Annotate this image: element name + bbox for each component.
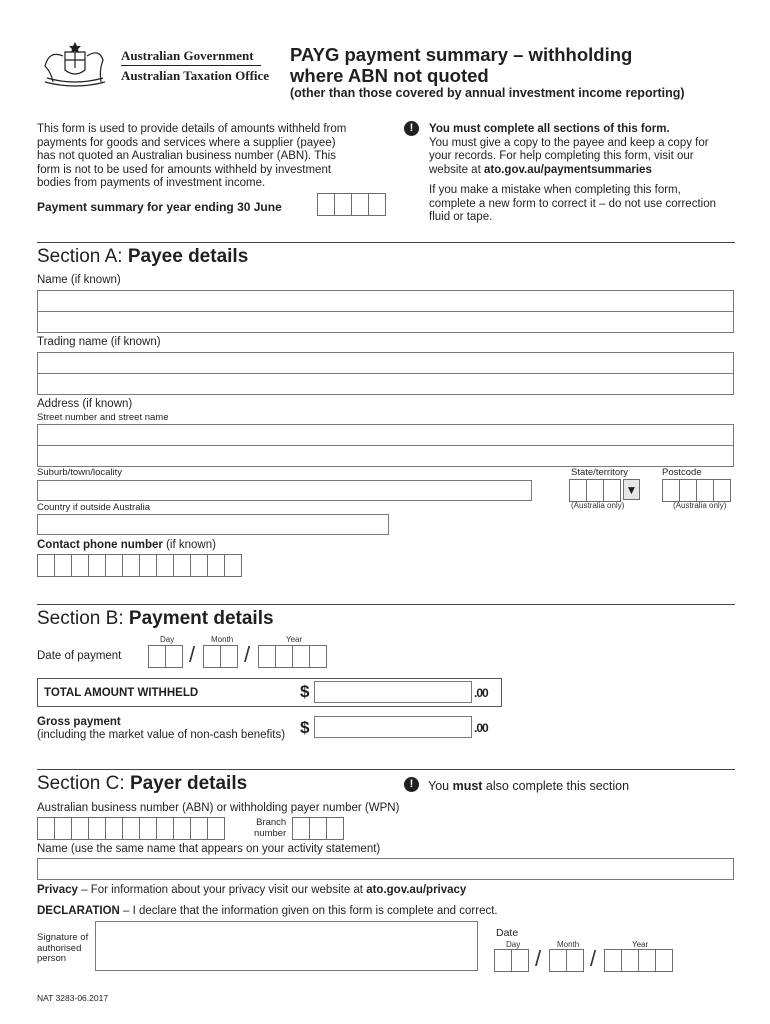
digit-cell[interactable] [148, 645, 166, 668]
decl-day-input[interactable] [494, 949, 528, 972]
digit-cell[interactable] [224, 554, 242, 577]
digit-cell[interactable] [309, 817, 327, 840]
digit-cell[interactable] [368, 193, 386, 216]
form-title-line2: where ABN not quoted [290, 65, 489, 86]
trading-hint: (if known) [107, 336, 161, 348]
signature-label [37, 933, 88, 965]
digit-cell[interactable] [334, 193, 352, 216]
signature-label-2: authorised [37, 942, 82, 954]
section-c-notice [428, 779, 629, 793]
payer-name-label: Name (use the same name that appears on your activity statement) [37, 843, 381, 855]
phone-label-text: Contact phone number [37, 539, 163, 551]
postcode-label: Postcode [662, 467, 702, 478]
branch-number-input[interactable] [292, 817, 343, 840]
section-b-heading [37, 608, 274, 630]
section-c-rule [37, 769, 735, 770]
digit-cell[interactable] [309, 645, 327, 668]
digit-cell[interactable] [326, 817, 344, 840]
digit-cell[interactable] [621, 949, 639, 972]
street-input-line1[interactable] [37, 424, 734, 446]
date-separator: / [189, 642, 196, 667]
digit-cell[interactable] [292, 645, 310, 668]
state-label: State/territory [571, 467, 629, 478]
digit-cell[interactable] [88, 554, 106, 577]
year-label: Payment summary for year ending 30 June [37, 200, 282, 214]
mistake-line: fluid or tape. [429, 211, 493, 223]
government-name: Australian Government [121, 48, 254, 63]
mistake-line: complete a new form to correct it – do not use correction [429, 197, 716, 210]
gross-payment-label: Gross payment [37, 716, 121, 728]
digit-cell[interactable] [220, 645, 238, 668]
section-b-rule [37, 604, 735, 605]
street-input-line2[interactable] [37, 445, 734, 467]
digit-cell[interactable] [494, 949, 512, 972]
intro-line: has not quoted an Australian business number (ABN). This [37, 150, 336, 162]
digit-cell[interactable] [203, 645, 221, 668]
digit-cell[interactable] [275, 645, 293, 668]
digit-cell[interactable] [173, 817, 191, 840]
intro-line: form is not to be used for amounts withheld by investment [37, 163, 332, 176]
gross-payment-input[interactable] [314, 716, 472, 738]
branch-label-2: number [254, 828, 287, 839]
dollar-icon: $ [300, 682, 310, 701]
section-c-heading [37, 773, 247, 795]
form-code: NAT 3283-06.2017 [37, 993, 109, 1003]
date-separator: / [535, 946, 542, 971]
intro-line: This form is used to provide details of amounts withheld from [37, 123, 347, 135]
decl-month-label: Month [557, 940, 580, 949]
intro-line: payments for goods and services where a supplier (payee) [37, 136, 336, 149]
letter-cell[interactable] [603, 479, 621, 502]
branch-number-label [254, 817, 286, 839]
phone-label [37, 539, 216, 551]
digit-cell[interactable] [105, 817, 123, 840]
country-input[interactable] [37, 514, 389, 535]
name-label [37, 274, 121, 286]
digit-cell[interactable] [638, 949, 656, 972]
form-title-line1: PAYG payment summary – withholding [290, 44, 633, 65]
trading-name-input-line1[interactable] [37, 352, 734, 374]
trading-name-input-line2[interactable] [37, 373, 734, 395]
section-c-title: Payer details [129, 773, 248, 794]
section-a-prefix: Section A: [37, 246, 128, 267]
date-separator: / [590, 946, 597, 971]
notice-web-prefix: website at [429, 163, 484, 176]
payer-name-input[interactable] [37, 858, 734, 880]
digit-cell[interactable] [139, 554, 157, 577]
privacy-text [37, 884, 466, 896]
section-b-prefix: Section B: [37, 608, 129, 629]
letter-cell[interactable] [569, 479, 587, 502]
digit-cell[interactable] [37, 554, 55, 577]
notice-pre: You [428, 779, 453, 793]
name-hint: (if known) [67, 274, 121, 286]
digit-cell[interactable] [604, 949, 622, 972]
decl-day-label: Day [506, 940, 521, 949]
digit-cell[interactable] [173, 554, 191, 577]
digit-cell[interactable] [696, 479, 714, 502]
phone-hint: (if known) [162, 539, 216, 551]
payment-month-input[interactable] [203, 645, 237, 668]
declaration-body: – I declare that the information given on this form is complete and correct. [119, 905, 498, 917]
agency-name: Australian Taxation Office [121, 68, 270, 83]
digit-cell[interactable] [37, 817, 55, 840]
section-a-rule [37, 242, 735, 243]
privacy-link[interactable]: ato.gov.au/privacy [366, 884, 467, 896]
branch-label-1: Branch [256, 817, 287, 828]
dollar-icon: $ [300, 718, 310, 737]
notice-must: must [452, 779, 483, 793]
decl-date-label: Date [496, 927, 519, 939]
digit-cell[interactable] [156, 817, 174, 840]
cents-icon: .00 [474, 721, 488, 735]
payment-year-input[interactable] [258, 645, 326, 668]
date-separator: / [244, 642, 251, 667]
declaration-text [37, 905, 498, 917]
name-input-line1[interactable] [37, 290, 734, 312]
digit-cell[interactable] [713, 479, 731, 502]
address-hint: (if known) [79, 398, 133, 410]
year-label-b: Year [286, 635, 303, 644]
digit-cell[interactable] [105, 554, 123, 577]
header-divider [121, 65, 261, 66]
digit-cell[interactable] [207, 817, 225, 840]
digit-cell[interactable] [258, 645, 276, 668]
gross-payment-hint: (including the market value of non-cash benefits) [37, 729, 286, 741]
street-label: Street number and street name [37, 412, 169, 423]
digit-cell[interactable] [71, 554, 89, 577]
digit-cell[interactable] [549, 949, 567, 972]
digit-cell[interactable] [88, 817, 106, 840]
address-label-text: Address [37, 398, 80, 410]
intro-line: bodies from payments of investment income. [37, 177, 266, 189]
abn-input[interactable] [37, 817, 224, 840]
decl-year-label: Year [632, 940, 649, 949]
digit-cell[interactable] [351, 193, 369, 216]
privacy-body: – For information about your privacy visit our website at [77, 884, 367, 896]
digit-cell[interactable] [156, 554, 174, 577]
payment-day-input[interactable] [148, 645, 182, 668]
phone-input[interactable] [37, 554, 241, 577]
notice-text [429, 123, 709, 177]
digit-cell[interactable] [511, 949, 529, 972]
digit-cell[interactable] [122, 817, 140, 840]
trading-label-text: Trading name [37, 336, 108, 348]
year-input[interactable] [317, 193, 385, 216]
signature-label-3: person [37, 953, 67, 964]
trading-name-label [37, 336, 161, 348]
section-c-prefix: Section C: [37, 773, 130, 794]
warning-icon: ! [404, 121, 419, 136]
notice-line: You must give a copy to the payee and keep a copy for [429, 136, 709, 149]
abn-label: Australian business number (ABN) or withholding payer number (WPN) [37, 802, 400, 814]
date-of-payment-label: Date of payment [37, 650, 122, 662]
digit-cell[interactable] [54, 554, 72, 577]
section-a-heading [37, 246, 248, 268]
address-label [37, 398, 132, 410]
signature-label-1: Signature of [37, 932, 89, 943]
coat-of-arms-icon [35, 38, 115, 88]
digit-cell[interactable] [139, 817, 157, 840]
section-a-title: Payee details [127, 246, 249, 267]
cents-icon: .00 [474, 686, 488, 700]
digit-cell[interactable] [54, 817, 72, 840]
digit-cell[interactable] [165, 645, 183, 668]
notice-bold: You must complete all sections of this form. [429, 123, 670, 135]
name-input-line2[interactable] [37, 311, 734, 333]
digit-cell[interactable] [292, 817, 310, 840]
state-aus-only: (Australia only) [571, 501, 625, 510]
postcode-input[interactable] [662, 479, 730, 502]
digit-cell[interactable] [207, 554, 225, 577]
letter-cell[interactable] [586, 479, 604, 502]
warning-icon: ! [404, 777, 419, 792]
suburb-input[interactable] [37, 480, 532, 501]
name-label-text: Name [37, 274, 68, 286]
notice-post: also complete this section [482, 779, 630, 793]
total-withheld-input[interactable] [314, 681, 472, 703]
postcode-aus-only: (Australia only) [673, 501, 727, 510]
digit-cell[interactable] [122, 554, 140, 577]
digit-cell[interactable] [655, 949, 673, 972]
privacy-bold: Privacy [37, 884, 78, 896]
digit-cell[interactable] [662, 479, 680, 502]
notice-line: your records. For help completing this form, visit our [429, 150, 694, 162]
digit-cell[interactable] [71, 817, 89, 840]
digit-cell[interactable] [190, 817, 208, 840]
form-subtitle: (other than those covered by annual investment income reporting) [290, 86, 685, 100]
month-label: Month [211, 635, 234, 644]
mistake-line: If you make a mistake when completing this form, [429, 184, 681, 196]
digit-cell[interactable] [317, 193, 335, 216]
day-label: Day [160, 635, 175, 644]
digit-cell[interactable] [679, 479, 697, 502]
total-withheld-label: TOTAL AMOUNT WITHHELD [44, 687, 199, 699]
decl-month-input[interactable] [549, 949, 583, 972]
state-dropdown-icon[interactable]: ▼ [623, 479, 640, 500]
digit-cell[interactable] [566, 949, 584, 972]
section-b-title: Payment details [128, 608, 274, 629]
suburb-label: Suburb/town/locality [37, 467, 123, 478]
digit-cell[interactable] [190, 554, 208, 577]
country-label: Country if outside Australia [37, 502, 151, 513]
signature-input[interactable] [95, 921, 478, 971]
declaration-bold: DECLARATION [37, 905, 120, 917]
intro-text [37, 123, 346, 191]
state-input[interactable] [569, 479, 620, 502]
notice-web-link: ato.gov.au/paymentsummaries [483, 163, 652, 176]
mistake-text [429, 184, 716, 225]
decl-year-input[interactable] [604, 949, 672, 972]
